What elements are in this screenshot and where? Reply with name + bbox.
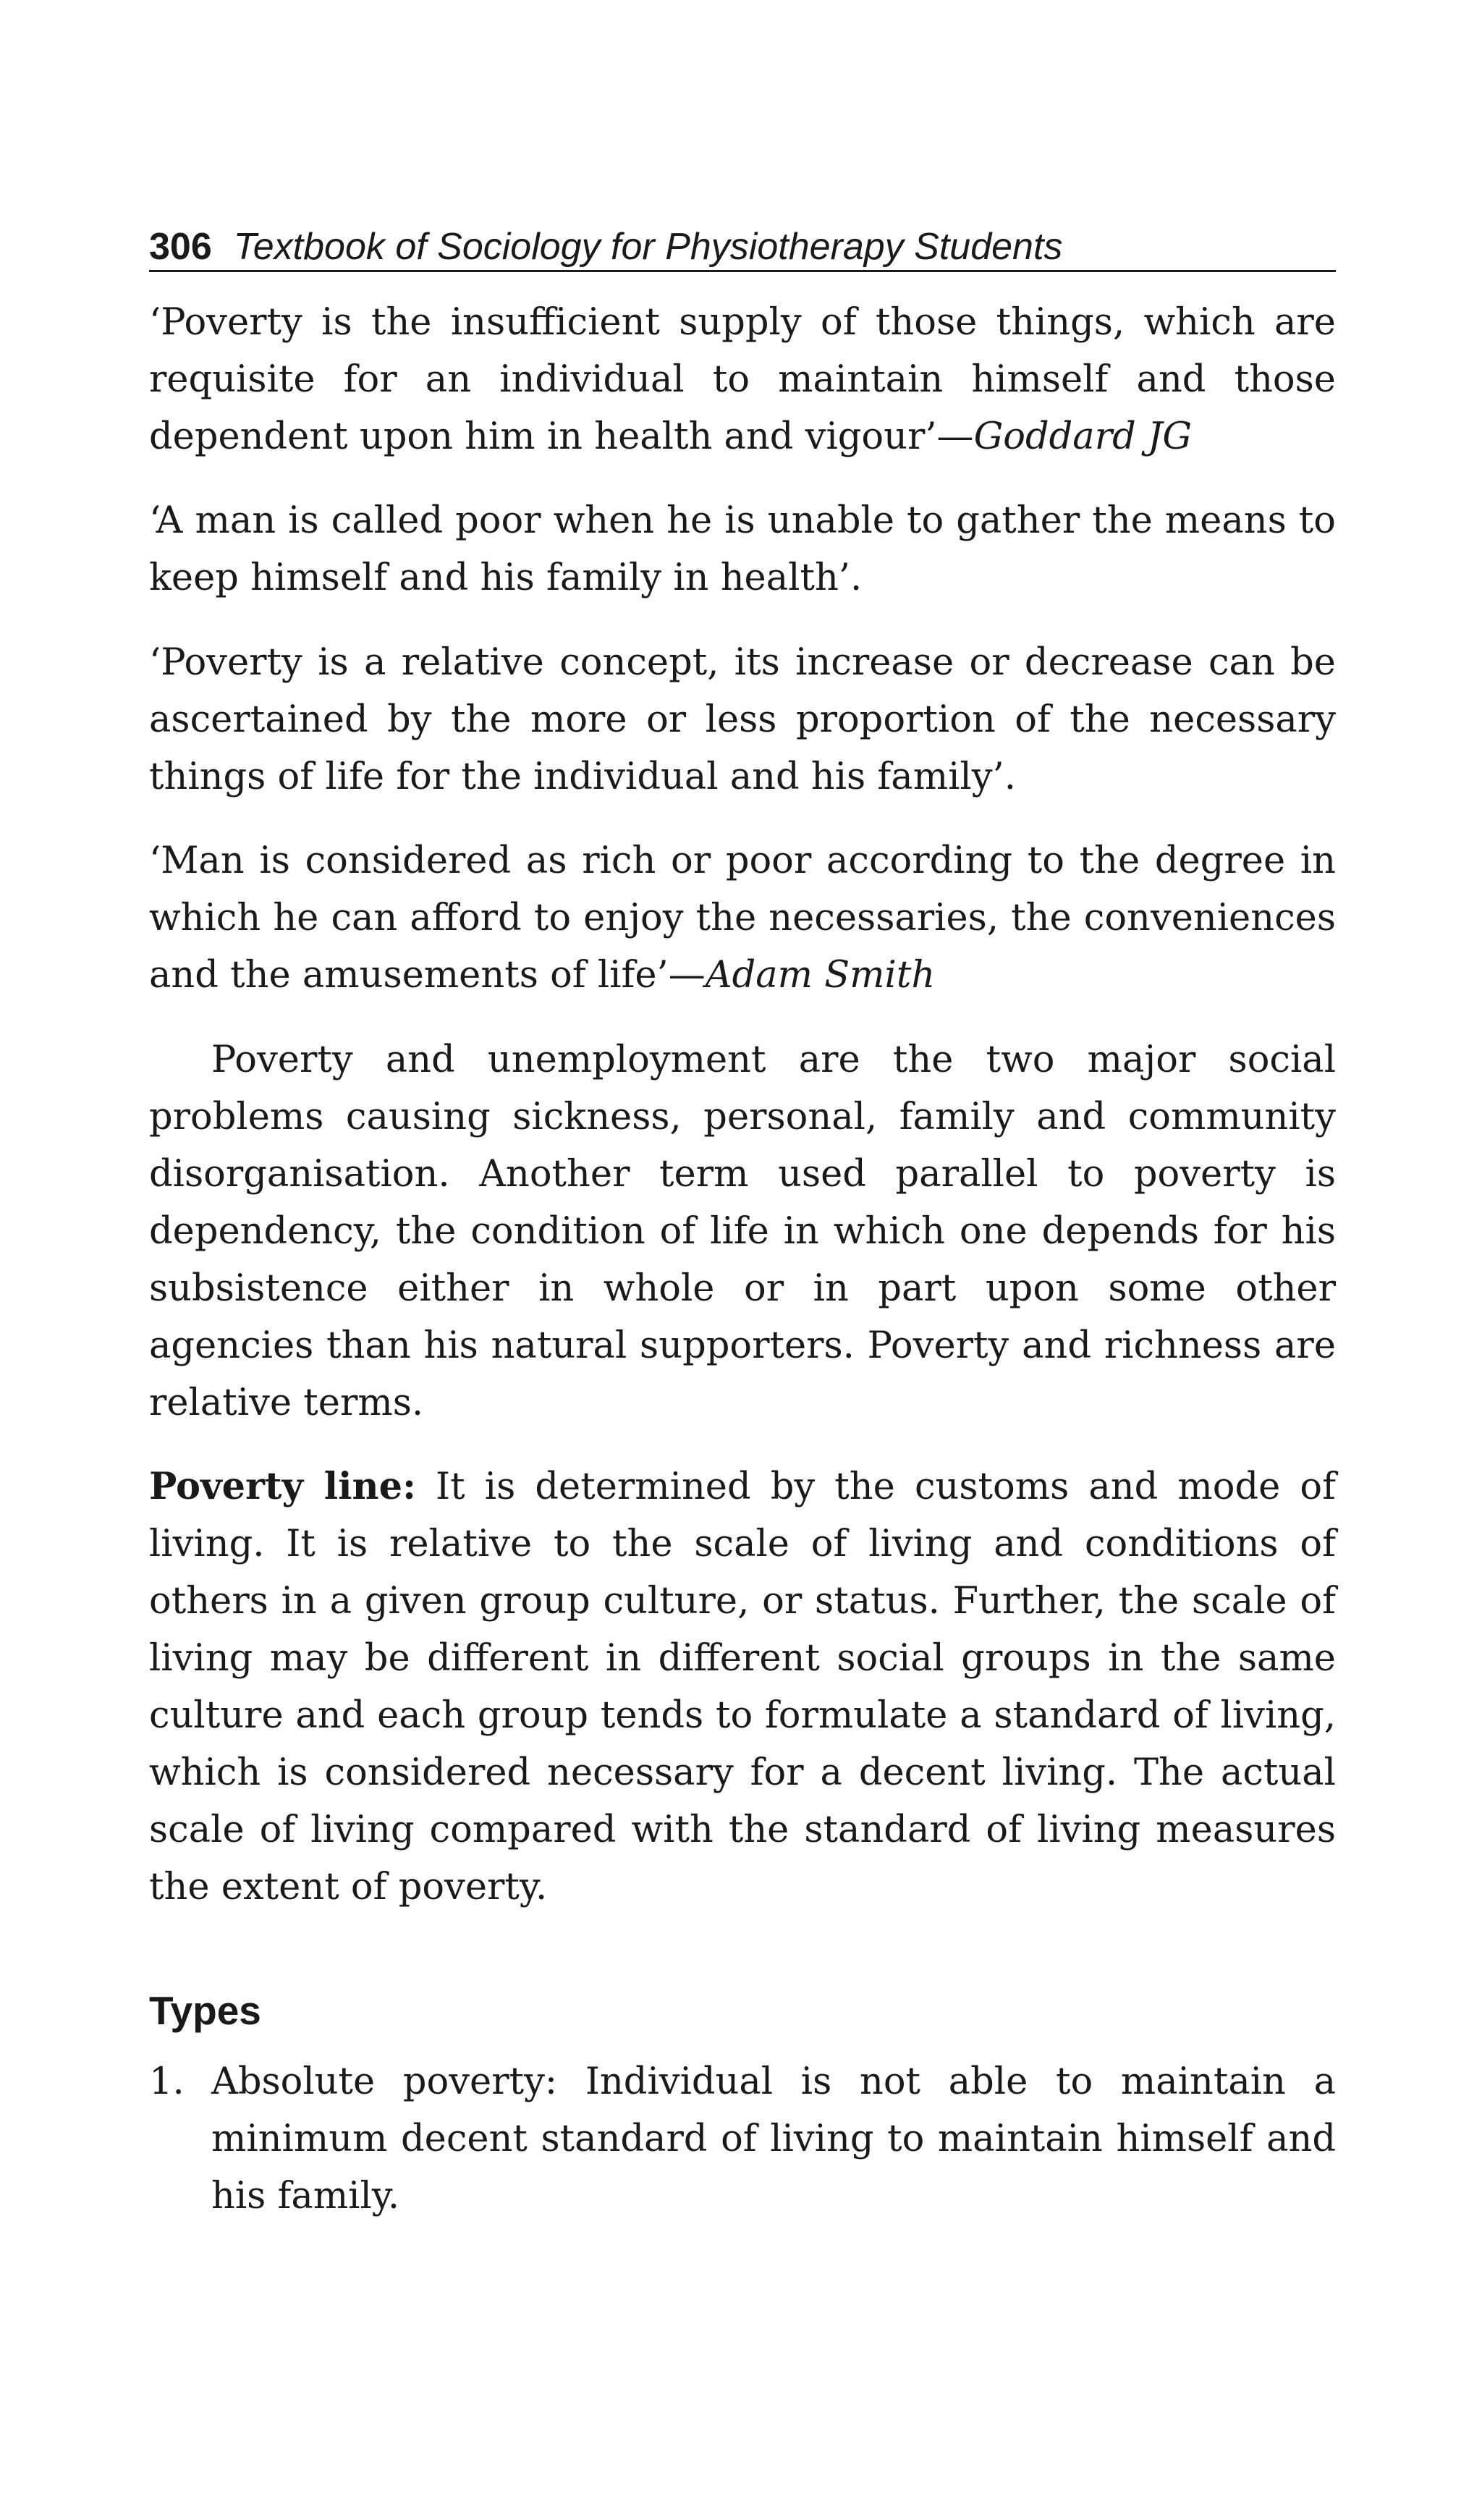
book-title: Textbook of Sociology for Physiotherapy Students	[233, 226, 1063, 268]
running-header	[149, 210, 1336, 272]
list-item	[149, 2053, 1336, 2225]
quote-text: ‘Man is considered as rich or poor according to the degree in which he can afford to enjoy the necessaries, the conveniences and the amusements of life’—	[149, 840, 1336, 997]
quote-goddard	[149, 294, 1336, 465]
definition-text: It is determined by the customs and mode of living. It is relative to the scale of living and conditions of others in a given group culture, or status. Further, the scale of living may be different in different social groups in the same culture and each group tends to formulate a standard of living, which is considered necessary for a decent living. The actual scale of living compared with the standard of living measures the extent of poverty.	[149, 1466, 1336, 1908]
list-item-text: Absolute poverty: Individual is not able to maintain a minimum decent standard of living to maintain himself and his family.	[211, 2060, 1336, 2217]
paragraph-poverty-line	[149, 1458, 1336, 1916]
list-item-number: 1.	[149, 2060, 185, 2103]
section-heading-types: Types	[149, 1988, 261, 2033]
quote-poor-man	[149, 492, 1336, 606]
book-page	[149, 210, 1336, 2225]
quote-adam-smith	[149, 832, 1336, 1004]
page-number: 306	[149, 226, 212, 268]
quote-relative-concept	[149, 634, 1336, 806]
quote-text: ‘Poverty is the insufficient supply of those things, which are requisite for an individual to maintain himself and those dependent upon him in health and vigour’—	[149, 301, 1336, 458]
quote-text: ‘A man is called poor when he is unable to gather the means to keep himself and his family in health’.	[149, 499, 1336, 599]
types-list	[149, 2053, 1336, 2225]
term-poverty-line: Poverty line:	[149, 1465, 416, 1508]
quote-author: Goddard JG	[973, 415, 1193, 458]
quote-text: ‘Poverty is a relative concept, its increase or decrease can be ascertained by the more or less proportion of the necessary things of life for the individual and his family’.	[149, 641, 1336, 798]
paragraph-poverty-unemployment: Poverty and unemployment are the two major social problems causing sickness, personal, family and community disorganisation. Another term used parallel to poverty is dependency, the condition of life in which one depends for his subsistence either in whole or in part upon some other agencies than his natural supporters. Poverty and richness are relative terms.	[149, 1039, 1336, 1424]
quote-author: Adam Smith	[705, 954, 936, 997]
